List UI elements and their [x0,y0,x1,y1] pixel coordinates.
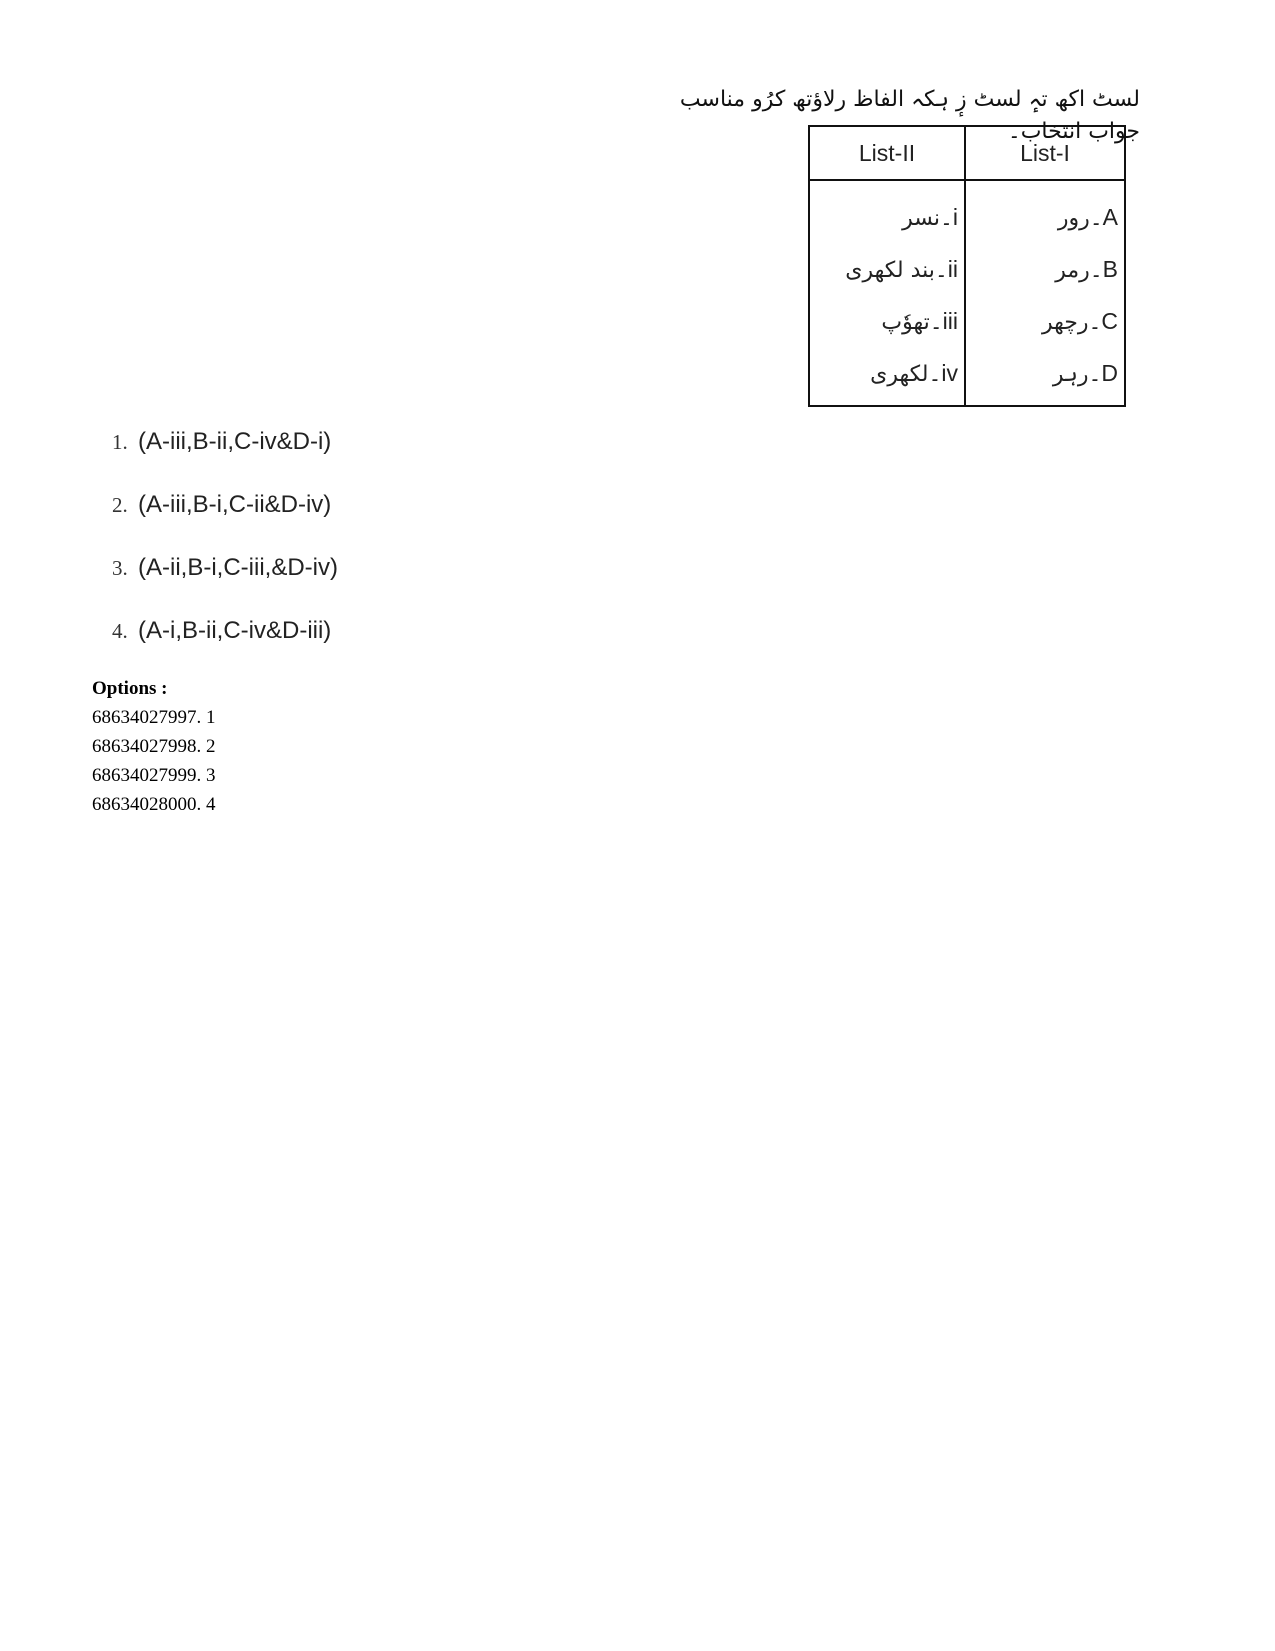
list2-marker: iv [941,360,958,386]
list1-marker: B [1102,256,1118,282]
list2-column [809,180,965,406]
list2-marker: iii [942,308,958,334]
options-block [92,674,216,819]
answer-choice-1[interactable] [112,428,338,491]
table-body-row [809,180,1125,406]
answer-choices [112,428,338,680]
choice-text: (A-iii,B-i,C-ii&D-iv) [138,491,332,518]
list1-header: List-I [965,126,1125,180]
list-item [972,191,1118,243]
list-item [972,295,1118,347]
list1-word: ۔رمر [1055,258,1103,283]
list2-marker: i [952,204,958,230]
option-id-3: 68634027999. 3 [92,765,216,786]
choice-number: 1. [112,430,128,454]
list1-marker: A [1102,204,1118,230]
list-item [816,191,958,243]
answer-choice-4[interactable] [112,617,338,680]
list-item [816,243,958,295]
choice-number: 3. [112,556,128,580]
choice-text: (A-ii,B-i,C-iii,&D-iv) [138,554,338,581]
question-text: لسٹ اکھ تہٕ لسٹ زٕ ہکہ الفاظ رلاؤتھ کرُو مناسب جواب انتخاب۔ [679,87,1140,144]
list1-word: ۔رور [1057,206,1103,231]
options-heading: Options : [92,678,168,699]
match-table [808,125,1126,407]
choice-text: (A-iii,B-ii,C-iv&D-i) [138,428,332,455]
list1-marker: D [1101,360,1118,386]
list2-word: ۔تھوٗپ [881,310,943,335]
list1-word: ۔رچھر [1041,310,1102,335]
list1-column [965,180,1125,406]
option-id-2: 68634027998. 2 [92,736,216,757]
choice-number: 2. [112,493,128,517]
answer-choice-2[interactable] [112,491,338,554]
list2-word: ۔بند لکھری [845,258,948,283]
list2-word: ۔لکھری [870,362,942,387]
option-id-4: 68634028000. 4 [92,794,216,815]
list-item [816,295,958,347]
table-header-row [809,126,1125,180]
list1-word: ۔رہر [1052,362,1102,387]
list1-marker: C [1101,308,1118,334]
list-item [816,347,958,399]
choice-text: (A-i,B-ii,C-iv&D-iii) [138,617,332,644]
option-id-1: 68634027997. 1 [92,707,216,728]
list-item [972,243,1118,295]
choice-number: 4. [112,619,128,643]
list2-marker: ii [947,256,958,282]
list2-header: List-II [809,126,965,180]
list2-word: ۔نسر [902,206,953,231]
answer-choice-3[interactable] [112,554,338,617]
list-item [972,347,1118,399]
